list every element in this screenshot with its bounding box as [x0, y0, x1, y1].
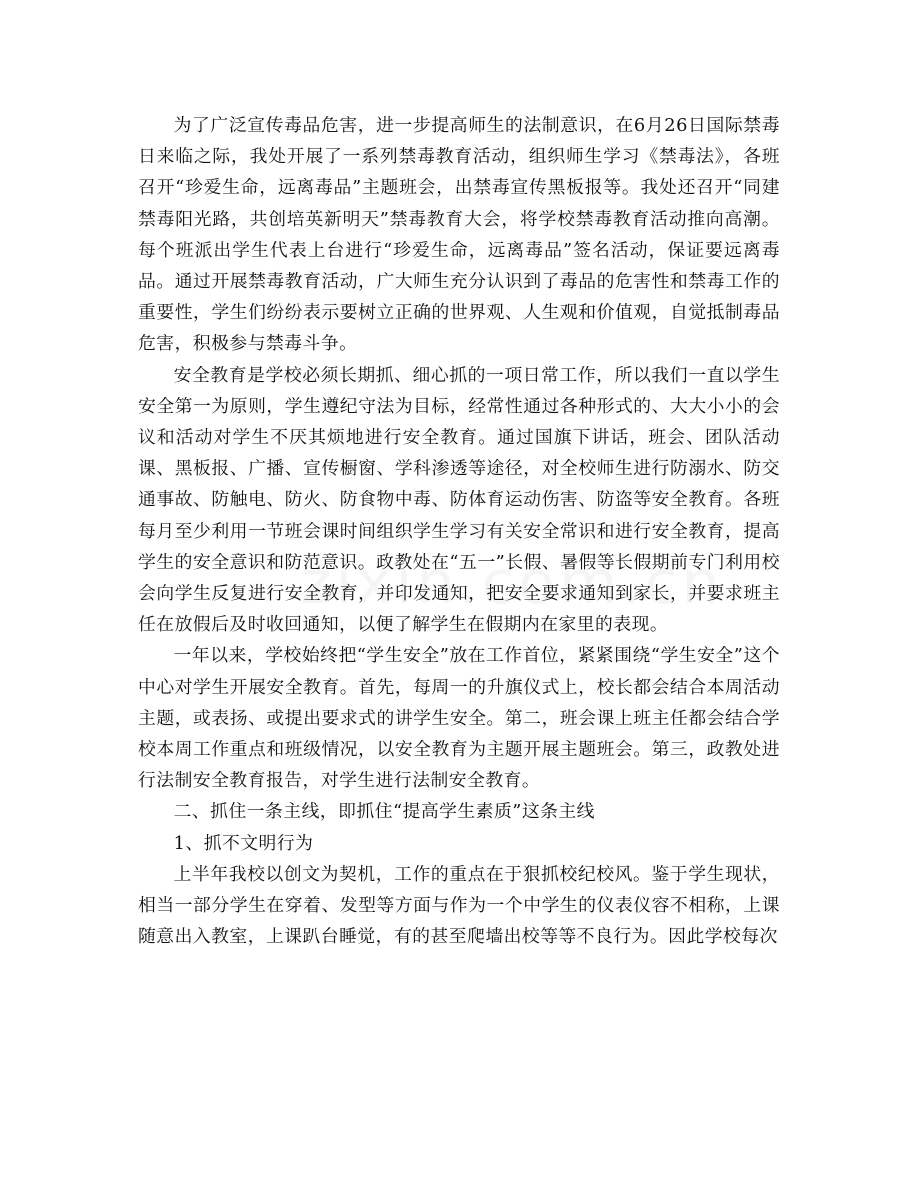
section-heading: 二、抓住一条主线，即抓住“提高学生素质”这条主线 [173, 801, 595, 823]
paragraph-discipline: 上半年我校以创文为契机，工作的重点在于狠抓校纪校风。鉴于学生现状，相当一部分学生在穿着、发型等方面与作为一个中学生的仪表仪容不相称，上课随意出入教室，上课趴台睡觉，有的甚至爬墙出校等等不良行为。因此学校每次 [138, 863, 780, 948]
document-body [138, 110, 780, 952]
paragraph-drug-education: 为了广泛宣传毒品危害，进一步提高师生的法制意识，在6月26日国际禁毒日来临之际，我处开展了一系列禁毒教育活动，组织师生学习《禁毒法》，各班召开“珍爱生命，远离毒品”主题班会，出禁毒宣传黑板报等。我处还召开“同建禁毒阳光路，共创培英新明天”禁毒教育大会，将学校禁毒教育活动推向高潮。每个班派出学生代表上台进行“珍爱生命，远离毒品”签名活动，保证要远离毒品。通过开展禁毒教育活动，广大师生充分认识到了毒品的危害性和禁毒工作的重要性，学生们纷纷表示要树立正确的世界观、人生观和价值观，自觉抵制毒品危害，积极参与禁毒斗争。 [138, 115, 780, 355]
paragraph-student-safety: 一年以来，学校始终把“学生安全”放在工作首位，紧紧围绕“学生安全”这个中心对学生开展安全教育。首先，每周一的升旗仪式上，校长都会结合本周活动主题，或表扬、或提出要求式的讲学生安全。第二，班会课上班主任都会结合学校本周工作重点和班级情况，以安全教育为主题开展主题班会。第三，政教处进行法制安全教育报告，对学生进行法制安全教育。 [138, 645, 780, 792]
paragraph-safety-education: 安全教育是学校必须长期抓、细心抓的一项日常工作，所以我们一直以学生安全第一为原则，学生遵纪守法为目标，经常性通过各种形式的、大大小小的会议和活动对学生不厌其烦地进行安全教育。通过国旗下讲话，班会、团队活动课、黑板报、广播、宣传橱窗、学科渗透等途径，对全校师生进行防溺水、防交通事故、防触电、防火、防食物中毒、防体育运动伤害、防盗等安全教育。各班每月至少利用一节班会课时间组织学生学习有关安全常识和进行安全教育，提高学生的安全意识和防范意识。政教处在“五一”长假、暑假等长假期前专门利用校会向学生反复进行安全教育，并印发通知，把安全要求通知到家长，并要求班主任在放假后及时收回通知，以便了解学生在假期内在家里的表现。 [138, 364, 780, 636]
subsection-heading: 1、抓不文明行为 [173, 832, 314, 854]
